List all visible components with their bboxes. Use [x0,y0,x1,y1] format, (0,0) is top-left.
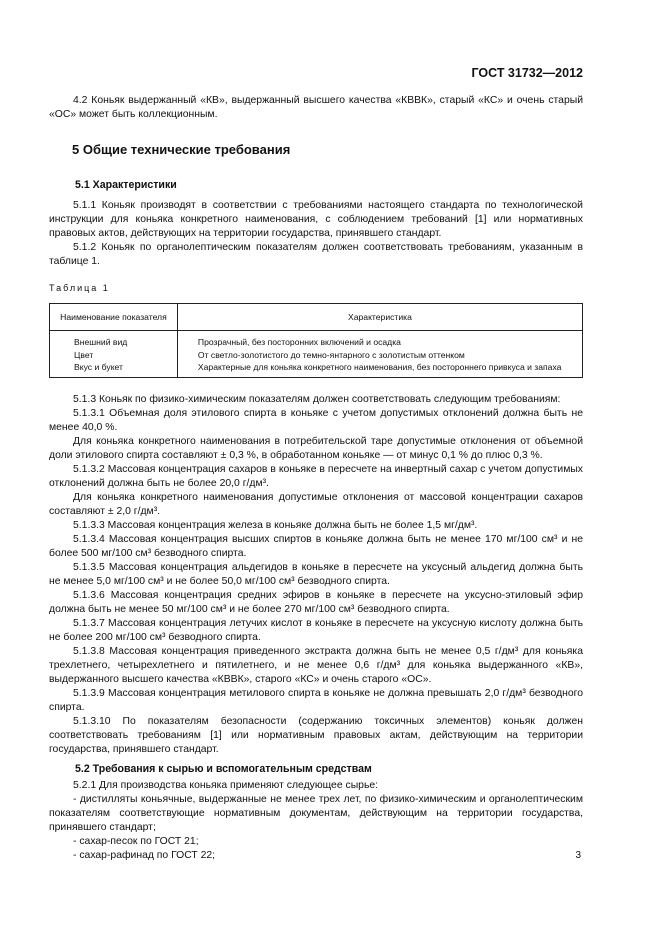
table-cell-value: Характерные для коньяка конкретного наименования, без постороннего привкуса и запаха [197,362,562,372]
paragraph-5-1-3-4: 5.1.3.4 Массовая концентрация высших спиртов в коньяке должна быть не менее 170 мг/100 см³ и не более 500 мг/100 см³ безводного спирта. [49,533,583,559]
paragraph-5-1-2: 5.1.2 Коньяк по органолептическим показателям должен соответствовать требованиям, указанным в таблице 1. [49,242,583,267]
subsection-title-5-2: 5.2 Требования к сырью и вспомогательным средствам [75,762,372,775]
table-cell-name: Цвет [74,349,94,360]
paragraph-4-2: 4.2 Коньяк выдержанный «КВ», выдержанный высшего качества «КВВК», старый «КС» и очень старый «ОС» может быть коллекционным. [49,95,583,120]
paragraph-5-1-3-5: 5.1.3.5 Массовая концентрация альдегидов в коньяке в пересчете на уксусный альдегид должна быть не менее 5,0 мг/100 см³ и не более 50,0 мг/100 см³ безводного спирта. [49,561,583,587]
list-item: - сахар-песок по ГОСТ 21; [73,835,199,847]
document-body [49,94,583,863]
table-caption: Таблица 1 [49,283,110,293]
paragraph-5-1-3-6: 5.1.3.6 Массовая концентрация средних эфиров в коньяке в пересчете на уксусно-этиловый эфир должна быть не менее 50 мг/100 см³ и не более 270 мг/100 см³ безводного спирта. [49,589,583,615]
table-cell-value: От светло-золотистого до темно-янтарного с золотистым оттенком [197,349,465,360]
table-header-name: Наименование показателя [50,304,178,331]
paragraph-note-sugar: Для коньяка конкретного наименования допустимые отклонения от массовой концентрации сахаров составляют ± 2,0 г/дм³. [49,491,583,517]
standard-header: ГОСТ 31732—2012 [471,66,583,80]
paragraph-note-alcohol: Для коньяка конкретного наименования в потребительской таре допустимые отклонения от объемной доли этилового спирта составляют ± 0,3 %, в обработанном коньяке — от минус 0,1 % до плюс 0,3 %. [49,435,583,461]
organoleptic-table [49,303,583,378]
list-item: - сахар-рафинад по ГОСТ 22; [73,849,216,861]
paragraph-5-1-3-3: 5.1.3.3 Массовая концентрация железа в коньяке должна быть не более 1,5 мг/дм³. [73,519,478,531]
paragraph-5-1-3-9: 5.1.3.9 Массовая концентрация метилового спирта в коньяке не должна превышать 2,0 г/дм³ безводного спирта. [49,687,583,713]
table-cell-value: Прозрачный, без посторонних включений и осадка [197,337,401,347]
table-header-characteristic: Характеристика [177,304,582,331]
table-cell-name: Вкус и букет [74,362,123,372]
paragraph-5-1-3-1: 5.1.3.1 Объемная доля этилового спирта в коньяке с учетом допустимых отклонений должна быть не менее 40,0 %. [49,407,583,433]
paragraph-5-1-3: 5.1.3 Коньяк по физико-химическим показателям должен соответствовать следующим требованиям: [73,393,561,405]
paragraph-5-1-3-10: 5.1.3.10 По показателям безопасности (содержанию токсичных элементов) коньяк должен соответствовать требованиям [1] или нормативным правовых актам, действующим на территории государства, принявшего стандарт. [49,715,583,755]
table-cell-name: Внешний вид [74,337,128,347]
subsection-title-5-1: 5.1 Характеристики [75,179,177,191]
section-title: 5 Общие технические требования [72,142,291,157]
page-number: 3 [575,850,581,861]
table-row [50,331,583,378]
paragraph-5-1-1: 5.1.1 Коньяк производят в соответствии с требованиями настоящего стандарта по технологической инструкции для коньяка конкретного наименования, с соблюдением требований [1] или нормативных правовых актов, действующих на территории государства, принявшего стандарт. [49,200,583,239]
paragraph-5-2-1: 5.2.1 Для производства коньяка применяют следующее сырье: [73,779,379,791]
paragraph-5-1-3-2: 5.1.3.2 Массовая концентрация сахаров в коньяке в пересчете на инвертный сахар с учетом допустимых отклонений должна быть не более 20,0 г/дм³. [49,463,583,489]
paragraph-5-1-3-7: 5.1.3.7 Массовая концентрация летучих кислот в коньяке в пересчете на уксусную кислоту должна быть не более 200 мг/100 см³ безводного спирта. [49,617,583,643]
list-item: - дистилляты коньячные, выдержанные не менее трех лет, по физико-химическим и органолептическим показателям соответствующие нормативным документам, действующим на территории государства, принявшего стандарт; [49,793,583,833]
paragraph-5-1-3-8: 5.1.3.8 Массовая концентрация приведенного экстракта должна быть не менее 0,5 г/дм³ для коньяка трехлетнего, четырехлетнего и пятилетнего, и не менее 0,6 г/дм³ для коньяка выдержанного «КВ», выдержанного высшего качества «КВВК», старого «КС» и очень старого «ОС». [49,645,583,685]
